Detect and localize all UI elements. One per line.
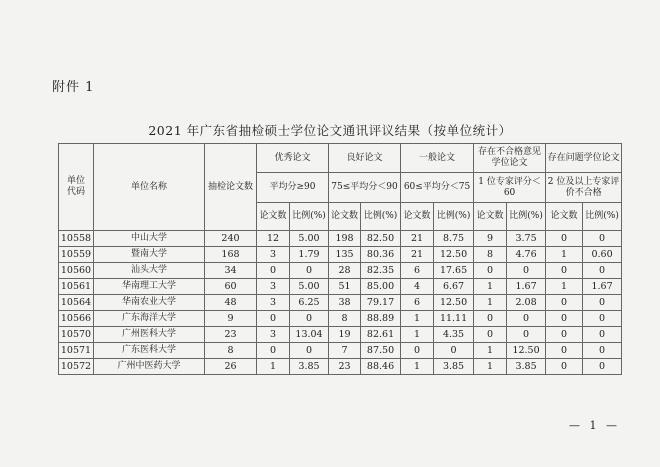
cell-r5: 0.60 (583, 247, 622, 263)
cell-r1: 13.04 (290, 327, 329, 343)
header-ratio: 比例(%) (434, 203, 474, 231)
cell-r3: 0 (434, 343, 474, 359)
header-ratio: 比例(%) (290, 203, 329, 231)
cell-c5: 0 (546, 359, 583, 375)
header-ratio: 比例(%) (583, 203, 622, 231)
table-row (59, 247, 622, 263)
results-table (58, 143, 622, 375)
table-row (59, 327, 622, 343)
cell-c2: 19 (329, 327, 361, 343)
table-row (59, 263, 622, 279)
page-number: — 1 — (569, 419, 620, 432)
header-average: 一般论文 (401, 144, 474, 173)
header-unqualified-condition: 1 位专家评分＜60 (474, 173, 546, 203)
cell-r5: 0 (583, 295, 622, 311)
cell-r4: 0 (507, 327, 546, 343)
cell-name: 中山大学 (94, 231, 205, 247)
cell-c2: 8 (329, 311, 361, 327)
cell-c1: 0 (257, 343, 290, 359)
cell-c5: 0 (546, 231, 583, 247)
cell-c1: 3 (257, 279, 290, 295)
cell-r4: 3.75 (507, 231, 546, 247)
cell-c3: 1 (401, 327, 434, 343)
cell-r5: 1.67 (583, 279, 622, 295)
table-row (59, 359, 622, 375)
cell-r4: 2.08 (507, 295, 546, 311)
cell-c1: 3 (257, 247, 290, 263)
cell-c5: 0 (546, 311, 583, 327)
cell-c3: 4 (401, 279, 434, 295)
cell-r4: 0 (507, 263, 546, 279)
cell-r2: 79.17 (361, 295, 401, 311)
cell-r5: 0 (583, 263, 622, 279)
table-row (59, 311, 622, 327)
cell-code: 10564 (59, 295, 94, 311)
cell-r3: 6.67 (434, 279, 474, 295)
cell-c2: 135 (329, 247, 361, 263)
cell-r1: 1.79 (290, 247, 329, 263)
header-unit-code: 单位 代码 (59, 144, 94, 231)
cell-c5: 1 (546, 279, 583, 295)
cell-c3: 6 (401, 263, 434, 279)
header-problem-condition: 2 位及以上专家评价不合格 (546, 173, 622, 203)
cell-r4: 1.67 (507, 279, 546, 295)
cell-c5: 0 (546, 295, 583, 311)
cell-c2: 198 (329, 231, 361, 247)
cell-r2: 85.00 (361, 279, 401, 295)
cell-c4: 8 (474, 247, 507, 263)
cell-code: 10558 (59, 231, 94, 247)
cell-c3: 21 (401, 247, 434, 263)
cell-r3: 12.50 (434, 247, 474, 263)
cell-r2: 87.50 (361, 343, 401, 359)
cell-name: 广州中医药大学 (94, 359, 205, 375)
cell-c3: 0 (401, 343, 434, 359)
cell-r1: 6.25 (290, 295, 329, 311)
cell-r4: 12.50 (507, 343, 546, 359)
cell-c2: 38 (329, 295, 361, 311)
cell-code: 10571 (59, 343, 94, 359)
header-unqualified-opinion: 存在不合格意见学位论文 (474, 144, 546, 173)
header-ratio: 比例(%) (507, 203, 546, 231)
cell-c1: 3 (257, 295, 290, 311)
cell-code: 10560 (59, 263, 94, 279)
cell-c1: 0 (257, 311, 290, 327)
cell-c2: 28 (329, 263, 361, 279)
cell-c4: 0 (474, 327, 507, 343)
cell-r1: 3.85 (290, 359, 329, 375)
table-row (59, 295, 622, 311)
cell-c2: 51 (329, 279, 361, 295)
cell-name: 广州医科大学 (94, 327, 205, 343)
cell-c4: 9 (474, 231, 507, 247)
header-average-condition: 60≤平均分＜75 (401, 173, 474, 203)
table-row (59, 231, 622, 247)
header-good: 良好论文 (329, 144, 401, 173)
cell-name: 华南农业大学 (94, 295, 205, 311)
cell-c5: 0 (546, 327, 583, 343)
cell-code: 10572 (59, 359, 94, 375)
cell-total: 48 (205, 295, 257, 311)
cell-total: 60 (205, 279, 257, 295)
header-problem: 存在问题学位论文 (546, 144, 622, 173)
cell-c4: 1 (474, 343, 507, 359)
cell-c3: 1 (401, 311, 434, 327)
header-excellent-condition: 平均分≥90 (257, 173, 329, 203)
cell-r5: 0 (583, 343, 622, 359)
cell-code: 10570 (59, 327, 94, 343)
header-total: 抽检论文数 (205, 144, 257, 231)
cell-r2: 88.46 (361, 359, 401, 375)
header-count: 论文数 (401, 203, 434, 231)
header-count: 论文数 (329, 203, 361, 231)
cell-c1: 3 (257, 327, 290, 343)
cell-r2: 82.50 (361, 231, 401, 247)
table-body (59, 231, 622, 375)
cell-c1: 12 (257, 231, 290, 247)
header-count: 论文数 (257, 203, 290, 231)
header-count: 论文数 (474, 203, 507, 231)
cell-c4: 1 (474, 279, 507, 295)
cell-total: 9 (205, 311, 257, 327)
cell-total: 23 (205, 327, 257, 343)
cell-c5: 0 (546, 263, 583, 279)
page-title: 2021 年广东省抽检硕士学位论文通讯评议结果（按单位统计） (148, 123, 512, 138)
cell-name: 汕头大学 (94, 263, 205, 279)
header-ratio: 比例(%) (361, 203, 401, 231)
cell-total: 168 (205, 247, 257, 263)
cell-r2: 80.36 (361, 247, 401, 263)
cell-c4: 1 (474, 359, 507, 375)
cell-total: 8 (205, 343, 257, 359)
cell-r1: 0 (290, 311, 329, 327)
cell-code: 10559 (59, 247, 94, 263)
cell-r4: 0 (507, 311, 546, 327)
cell-c3: 21 (401, 231, 434, 247)
cell-name: 广东海洋大学 (94, 311, 205, 327)
cell-r2: 82.61 (361, 327, 401, 343)
cell-c1: 1 (257, 359, 290, 375)
table-row (59, 279, 622, 295)
cell-r5: 0 (583, 231, 622, 247)
cell-r3: 3.85 (434, 359, 474, 375)
cell-c1: 0 (257, 263, 290, 279)
cell-r3: 17.65 (434, 263, 474, 279)
cell-total: 240 (205, 231, 257, 247)
table-row (59, 343, 622, 359)
cell-name: 暨南大学 (94, 247, 205, 263)
cell-c4: 0 (474, 311, 507, 327)
attachment-label: 附件 1 (52, 80, 95, 95)
cell-c4: 0 (474, 263, 507, 279)
cell-name: 广东医科大学 (94, 343, 205, 359)
cell-r3: 4.35 (434, 327, 474, 343)
header-excellent: 优秀论文 (257, 144, 329, 173)
header-count: 论文数 (546, 203, 583, 231)
cell-r4: 4.76 (507, 247, 546, 263)
cell-c5: 0 (546, 343, 583, 359)
header-unit-name: 单位名称 (94, 144, 205, 231)
cell-c2: 23 (329, 359, 361, 375)
cell-r5: 0 (583, 311, 622, 327)
cell-r3: 12.50 (434, 295, 474, 311)
cell-r1: 5.00 (290, 279, 329, 295)
cell-r5: 0 (583, 359, 622, 375)
cell-r1: 0 (290, 343, 329, 359)
cell-r2: 88.89 (361, 311, 401, 327)
cell-c3: 6 (401, 295, 434, 311)
cell-total: 34 (205, 263, 257, 279)
cell-c5: 1 (546, 247, 583, 263)
cell-total: 26 (205, 359, 257, 375)
cell-r3: 8.75 (434, 231, 474, 247)
cell-c4: 1 (474, 295, 507, 311)
cell-r2: 82.35 (361, 263, 401, 279)
cell-c3: 1 (401, 359, 434, 375)
cell-r1: 0 (290, 263, 329, 279)
cell-c2: 7 (329, 343, 361, 359)
cell-code: 10566 (59, 311, 94, 327)
cell-r1: 5.00 (290, 231, 329, 247)
header-good-condition: 75≤平均分＜90 (329, 173, 401, 203)
cell-name: 华南理工大学 (94, 279, 205, 295)
cell-r3: 11.11 (434, 311, 474, 327)
cell-code: 10561 (59, 279, 94, 295)
cell-r4: 3.85 (507, 359, 546, 375)
cell-r5: 0 (583, 327, 622, 343)
